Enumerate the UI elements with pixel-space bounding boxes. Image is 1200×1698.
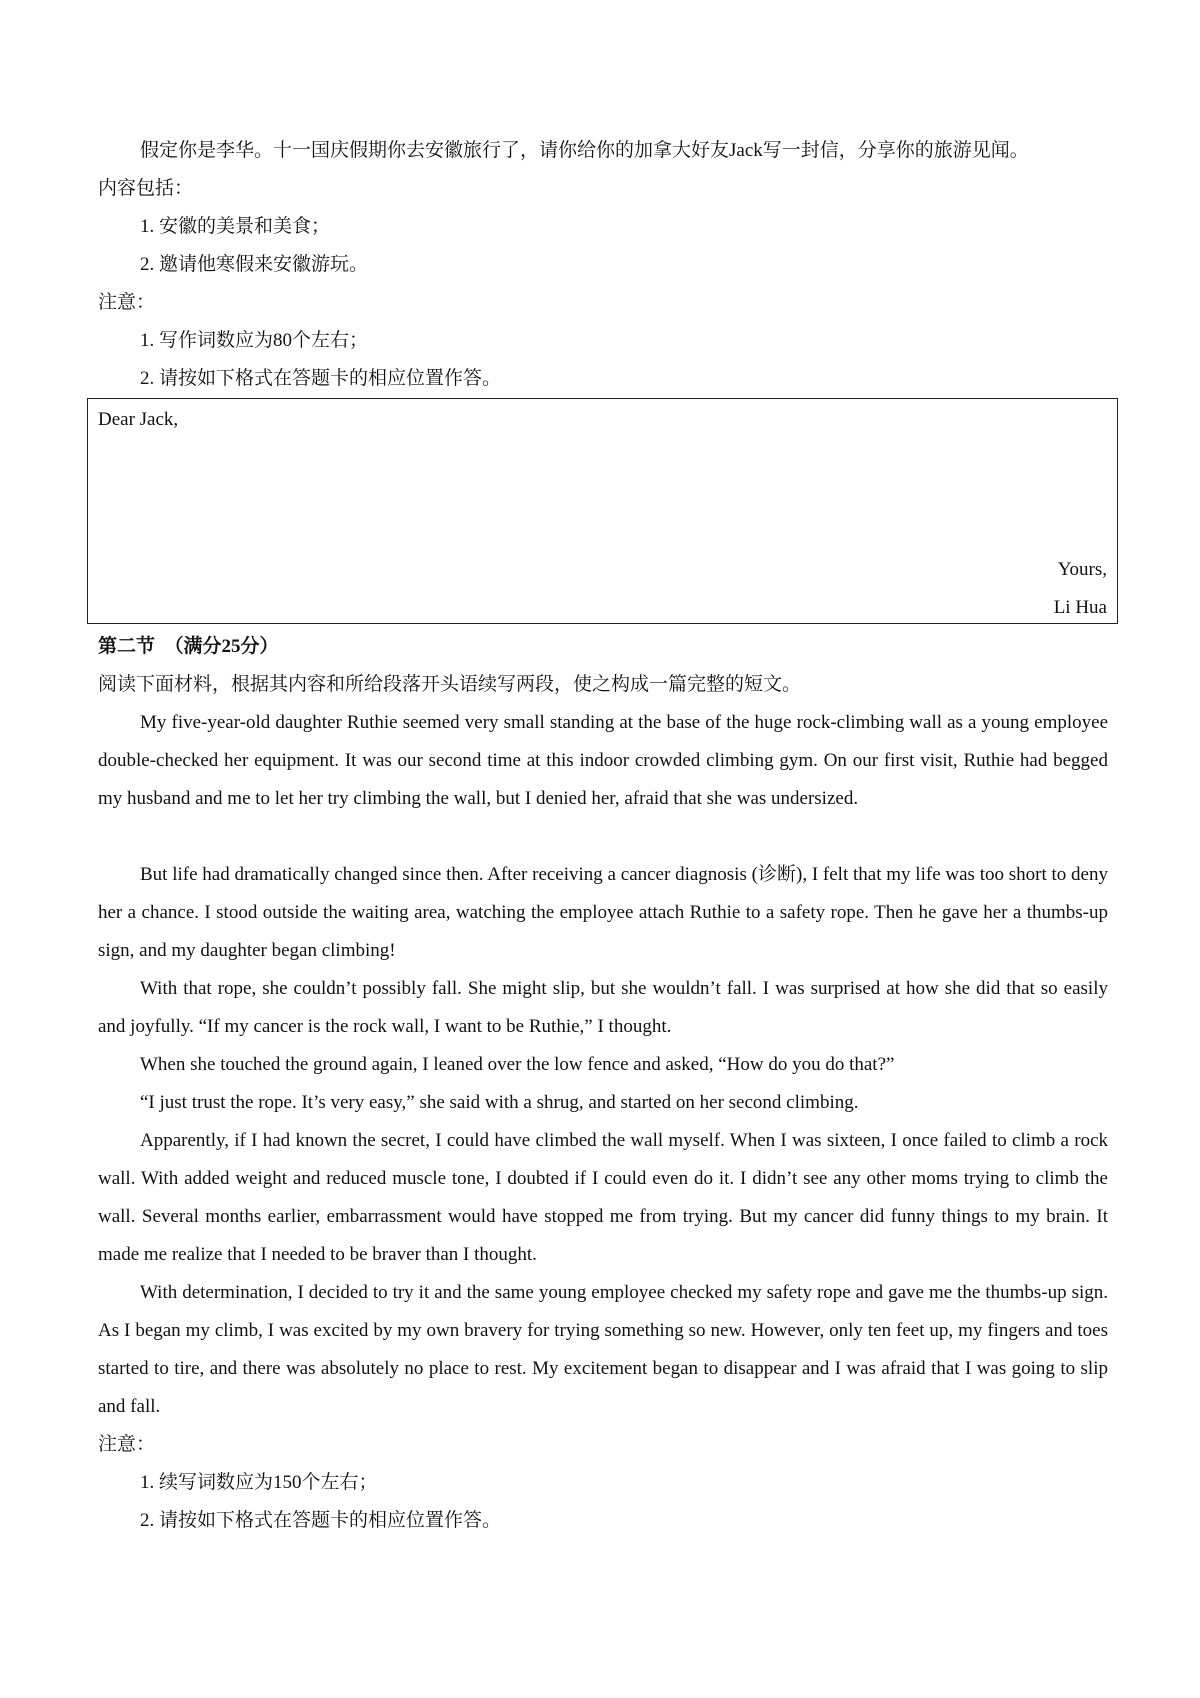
passage-paragraph-3: With that rope, she couldn’t possibly fall. She might slip, but she wouldn’t fall. I was surprised at how she did that so easily and joyfully. “If my cancer is the rock wall, I want to be Ruthie,” I thought. — [98, 978, 1108, 1037]
letter-answer-box — [87, 398, 1118, 624]
prompt-line-1: 假定你是李华。十一国庆假期你去安徽旅行了，请你给你的加拿大好友Jack写一封信，分享你的旅游见闻。 — [140, 140, 1029, 161]
note-label: 注意： — [98, 292, 156, 313]
section2-note-label: 注意： — [98, 1434, 156, 1455]
letter-signature: Li Hua — [1053, 597, 1107, 618]
passage-paragraph-4: When she touched the ground again, I leaned over the low fence and asked, “How do you do that?” — [140, 1054, 895, 1075]
passage-paragraph-7: With determination, I decided to try it and the same young employee checked my safety rope and gave me the thumbs-up sign. As I began my climb, I was excited by my own bravery for trying something so new. However, only ten feet up, my fingers and toes started to tire, and there was absolutely no place to rest. My excitement began to disappear and I was afraid that I was going to slip and fall. — [98, 1282, 1108, 1417]
letter-closing: Yours, — [1057, 559, 1107, 580]
section2-heading: 第二节 （满分25分） — [98, 636, 279, 657]
letter-greeting: Dear Jack, — [98, 409, 179, 430]
section2-note-item-2: 2. 请按如下格式在答题卡的相应位置作答。 — [140, 1510, 502, 1531]
note-item-2: 2. 请按如下格式在答题卡的相应位置作答。 — [140, 368, 502, 389]
passage-paragraph-5: “I just trust the rope. It’s very easy,” she said with a shrug, and started on her second climbing. — [140, 1092, 859, 1113]
passage-paragraph-2: But life had dramatically changed since then. After receiving a cancer diagnosis (诊断), I felt that my life was too short to deny her a chance. I stood outside the waiting area, watching the employee attach Ruthie to a safety rope. Then he gave her a thumbs-up sign, and my daughter began climbing! — [98, 864, 1108, 961]
section2-note-item-1: 1. 续写词数应为150个左右； — [140, 1472, 378, 1493]
passage-paragraph-1: My five-year-old daughter Ruthie seemed very small standing at the base of the huge rock-climbing wall as a young employee double-checked her equipment. It was our second time at this indoor crowded climbing gym. On our first visit, Ruthie had begged my husband and me to let her try climbing the wall, but I denied her, afraid that she was undersized. — [98, 712, 1108, 809]
note-item-1: 1. 写作词数应为80个左右； — [140, 330, 369, 351]
passage-paragraph-6: Apparently, if I had known the secret, I could have climbed the wall myself. When I was sixteen, I once failed to climb a rock wall. With added weight and reduced muscle tone, I doubted if I could even do it. I didn’t see any other moms trying to climb the wall. Several months earlier, embarrassment would have stopped me from trying. But my cancer did funny things to my brain. It made me realize that I needed to be braver than I thought. — [98, 1130, 1108, 1265]
section2-instruction: 阅读下面材料，根据其内容和所给段落开头语续写两段，使之构成一篇完整的短文。 — [98, 674, 802, 695]
content-item-2: 2. 邀请他寒假来安徽游玩。 — [140, 254, 369, 275]
prompt-line-2: 内容包括： — [98, 178, 194, 199]
content-item-1: 1. 安徽的美景和美食； — [140, 216, 331, 237]
